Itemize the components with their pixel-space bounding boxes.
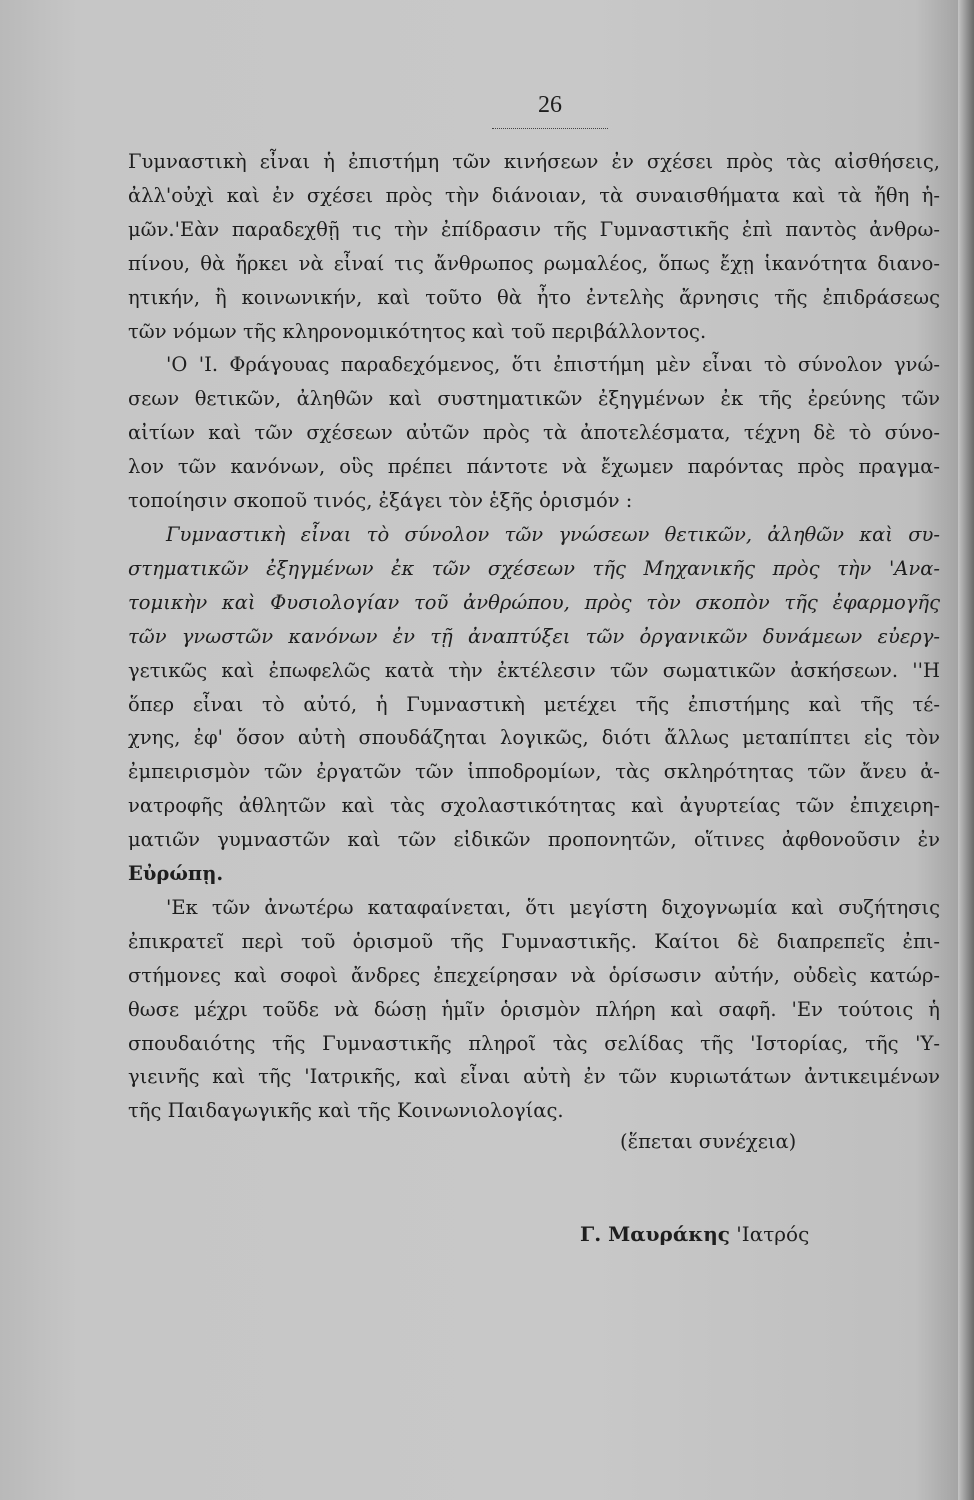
text-line: ἐμπειρισμὸν τῶν ἐργατῶν τῶν ἱπποδρομίων, τὰς σκληρότητας τῶν ἄνευ ἀ- [128,760,940,784]
definition-line: τομικὴν καὶ Φυσιολογίαν τοῦ ἀνθρώπου, πρὸς τὸν σκοπὸν τῆς ἐφαρμογῆς [128,590,940,614]
definition-line: τῶν γνωστῶν κανόνων ἐν τῇ ἀναπτύξει τῶν ὀργανικῶν δυνάμεων εὐεργ- [128,624,940,648]
article-body [128,145,940,1128]
text-line: χνης, ἐφ' ὅσον αὐτὴ σπουδάζηται λογικῶς, διότι ἄλλως μεταπίπτει εἰς τὸν [128,726,940,750]
text-line: Γυμναστικὴ εἶναι ἡ ἐπιστήμη τῶν κινήσεων ἐν σχέσει πρὸς τὰς αἰσθήσεις, [128,150,940,173]
text-line: στήμονες καὶ σοφοὶ ἄνδρες ἐπεχείρησαν νὰ ὁρίσωσιν αὐτήν, οὐδεὶς κατώρ- [128,963,940,987]
page-edge-shadow [958,0,974,1500]
text-line: θωσε μέχρι τοῦδε νὰ δώσῃ ἡμῖν ὁρισμὸν πλήρη καὶ σαφῆ. 'Εν τούτοις ἡ [128,997,940,1021]
definition-line: Γυμναστικὴ εἶναι τὸ σύνολον τῶν γνώσεων θετικῶν, ἀληθῶν καὶ συ- [166,522,940,546]
text-line: ητικήν, ἢ κοινωνικήν, καὶ τοῦτο θὰ ἦτο ἐντελὴς ἄρνησις τῆς ἐπιδράσεως [128,285,940,309]
text-line: μῶν.'Εὰν παραδεχθῇ τις τὴν ἐπίδρασιν τῆς Γυμναστικῆς ἐπὶ παντὸς ἀνθρω- [128,217,940,241]
text-line: πίνου, θὰ ἤρκει νὰ εἶναί τις ἄνθρωπος ρωμαλέος, ὅπως ἔχῃ ἱκανότητα διανο- [128,251,940,275]
text-line: γιεινῆς καὶ τῆς 'Ιατρικῆς, καὶ εἶναι αὐτὴ ἐν τῶν κυριωτάτων ἀντικειμένων [128,1065,940,1089]
text-line: 'Ο 'Ι. Φράγουας παραδεχόμενος, ὅτι ἐπιστήμη μὲν εἶναι τὸ σύνολον γνώ- [166,353,940,377]
author-name: Γ. Μαυράκης [580,1222,730,1246]
text-line: τῆς Παιδαγωγικῆς καὶ τῆς Κοινωνιολογίας. [128,1099,564,1123]
page-number: 26 [538,92,562,118]
text-line: τοποίησιν σκοποῦ τινός, ἐξάγει τὸν ἑξῆς ὁρισμόν : [128,489,633,513]
author-title: 'Ιατρός [736,1222,810,1246]
text-line: νατροφῆς ἀθλητῶν καὶ τὰς σχολαστικότητας καὶ ἀγυρτείας τῶν ἐπιχειρη- [128,794,940,818]
text-line: ματιῶν γυμναστῶν καὶ τῶν εἰδικῶν προπονητῶν, οἵτινες ἀφθονοῦσιν ἐν [128,828,940,852]
text-line: ὅπερ εἶναι τὸ αὐτό, ἡ Γυμναστικὴ μετέχει τῆς ἐπιστήμης καὶ τῆς τέ- [128,692,940,716]
text-line: τῶν νόμων τῆς κληρονομικότητος καὶ τοῦ περιβάλλοντος. [128,319,707,343]
signature [580,1222,880,1246]
text-line: σεων θετικῶν, ἀληθῶν καὶ συστηματικῶν ἐξηγμένων ἐκ τῆς ἐρεύνης τῶν [128,387,940,411]
text-line: Εὐρώπῃ. [128,862,224,886]
continuation-note: (ἕπεται συνέχεια) [620,1130,797,1153]
definition-line: στηματικῶν ἐξηγμένων ἐκ τῶν σχέσεων τῆς Μηχανικῆς πρὸς τὴν 'Ανα- [128,556,940,580]
text-line: 'Εκ τῶν ἀνωτέρω καταφαίνεται, ὅτι μεγίστη διχογνωμία καὶ συζήτησις [166,895,940,919]
page-number-rule [492,128,608,129]
text-line: αἰτίων καὶ τῶν σχέσεων αὐτῶν πρὸς τὰ ἀποτελέσματα, τέχνη δὲ τὸ σύνο- [128,421,940,445]
text-line: ἐπικρατεῖ περὶ τοῦ ὁρισμοῦ τῆς Γυμναστικῆς. Καίτοι δὲ διαπρεπεῖς ἐπι- [128,929,940,953]
text-line: γετικῶς καὶ ἐπωφελῶς κατὰ τὴν ἐκτέλεσιν τῶν σωματικῶν ἀσκήσεων. ''Η [128,658,940,682]
text-line: λον τῶν κανόνων, οὓς πρέπει πάντοτε νὰ ἔχωμεν παρόντας πρὸς πραγμα- [128,455,940,479]
text-line: ἀλλ'οὐχὶ καὶ ἐν σχέσει πρὸς τὴν διάνοιαν, τὰ συναισθήματα καὶ τὰ ἤθη ἡ- [128,183,940,207]
text-line: σπουδαιότης τῆς Γυμναστικῆς πληροῖ τὰς σελίδας τῆς 'Ιστορίας, τῆς 'Υ- [128,1031,940,1055]
